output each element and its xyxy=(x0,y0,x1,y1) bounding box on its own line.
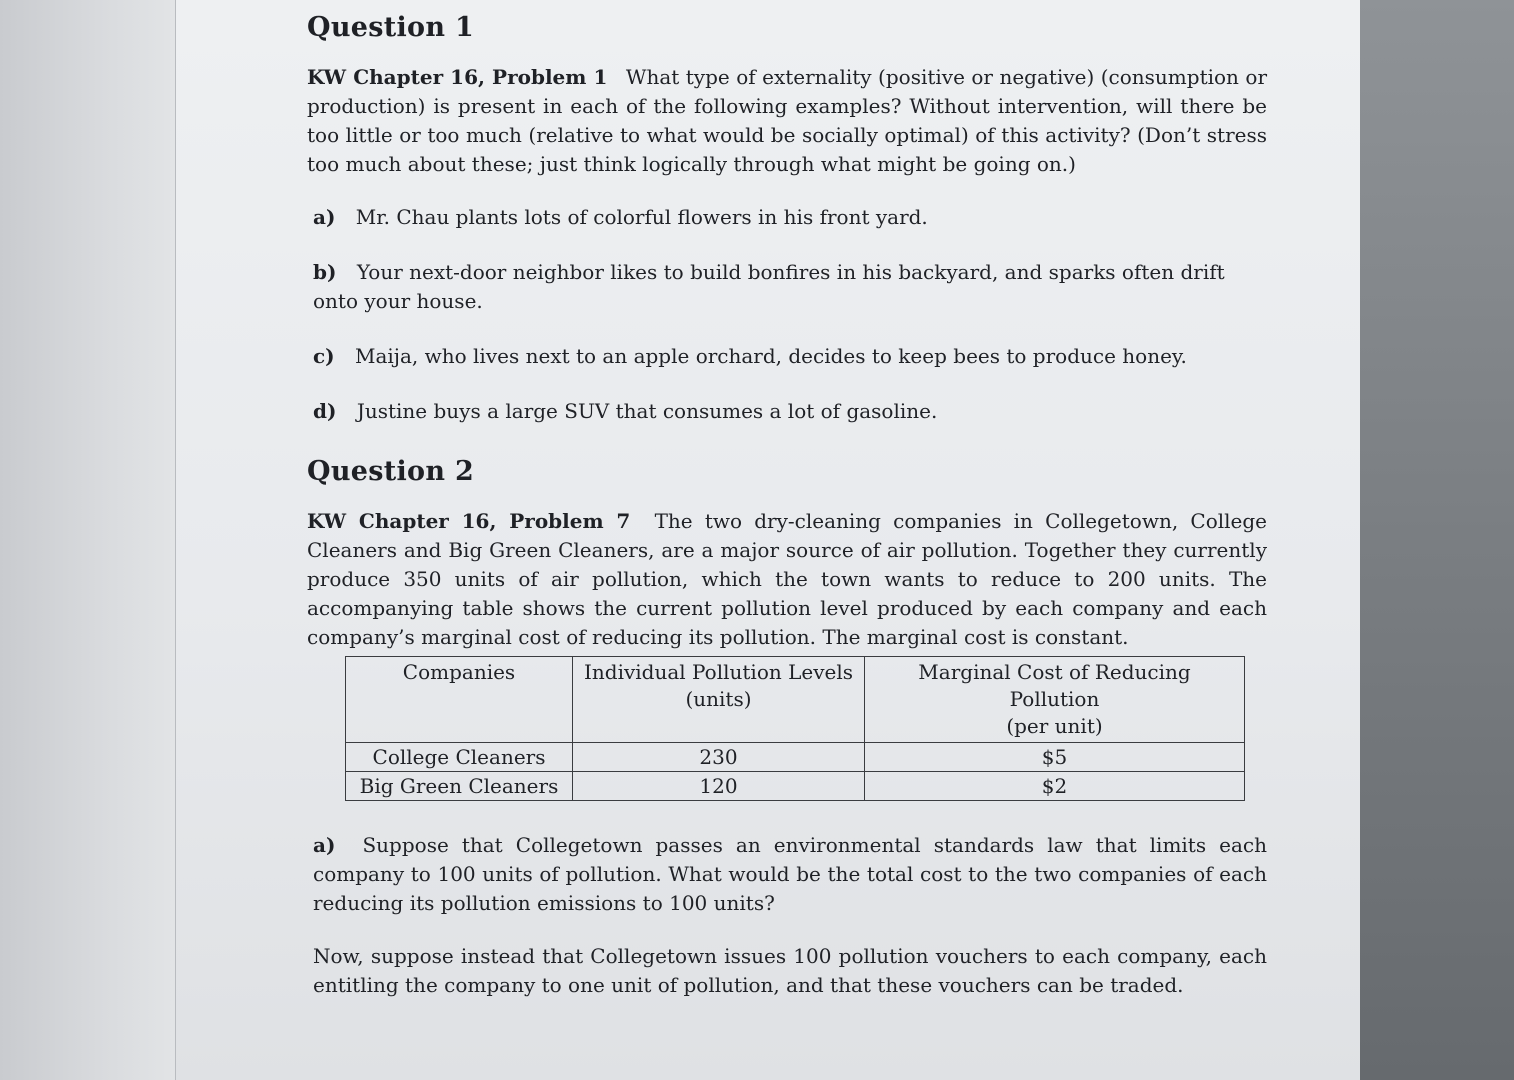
header-levels-line1: Individual Pollution Levels xyxy=(583,660,854,684)
pollution-table xyxy=(345,656,1245,801)
cell-level: 120 xyxy=(573,772,865,801)
table-row xyxy=(346,772,1245,801)
cell-level: 230 xyxy=(573,743,865,772)
header-cost-line2: (per unit) xyxy=(1006,714,1103,738)
header-marginal-cost xyxy=(865,657,1245,743)
cell-company: College Cleaners xyxy=(346,743,573,772)
cell-cost: $5 xyxy=(865,743,1245,772)
question-2 xyxy=(307,456,1267,1000)
item-letter: b) xyxy=(313,260,337,284)
question-2-intro-text: The two dry-cleaning companies in Collegetown, College Cleaners and Big Green Cleaners, are a major source of air pollution. Together they currently produce 350 units of air pollution, which the town wants to reduce to 200 units. The accompanying table shows the current pollution level produced by each company and each company’s marginal cost of reducing its pollution. The marginal cost is constant. xyxy=(307,509,1267,649)
question-2-part-a xyxy=(313,831,1267,918)
header-pollution-levels xyxy=(573,657,865,743)
question-1-item-a xyxy=(313,203,1267,232)
table-row xyxy=(346,743,1245,772)
question-2-intro xyxy=(307,507,1267,652)
screen-left-margin xyxy=(0,0,175,1080)
document-page xyxy=(175,0,1360,1080)
item-text: Maija, who lives next to an apple orchard, decides to keep bees to produce honey. xyxy=(355,344,1187,368)
item-letter: c) xyxy=(313,344,335,368)
question-1-heading: Question 1 xyxy=(307,12,475,43)
question-1-item-b xyxy=(313,258,1267,316)
cell-company: Big Green Cleaners xyxy=(346,772,573,801)
item-letter: a) xyxy=(313,205,336,229)
part-a-text: Suppose that Collegetown passes an environmental standards law that limits each company to 100 units of pollution. What would be the total cost to the two companies of each reducing its pollution emissions to 100 units? xyxy=(313,833,1267,915)
item-text: Justine buys a large SUV that consumes a lot of gasoline. xyxy=(356,399,938,423)
item-text: Mr. Chau plants lots of colorful flowers in his front yard. xyxy=(355,205,928,229)
header-levels-line2: (units) xyxy=(685,687,752,711)
item-text: Your next-door neighbor likes to build bonfires in his backyard, and sparks often drift onto your house. xyxy=(313,260,1225,313)
question-2-heading: Question 2 xyxy=(307,456,475,487)
question-1-intro xyxy=(307,63,1267,179)
question-2-problem-label: KW Chapter 16, Problem 7 xyxy=(307,509,631,533)
question-1-item-c xyxy=(313,342,1267,371)
question-1-problem-label: KW Chapter 16, Problem 1 xyxy=(307,65,608,89)
part-a-letter: a) xyxy=(313,833,336,857)
header-companies xyxy=(346,657,573,743)
question-1-item-d xyxy=(313,397,1267,426)
item-letter: d) xyxy=(313,399,337,423)
question-1-intro-text: What type of externality (positive or negative) (consumption or production) is present in each of the following examples? Without intervention, will there be too little or too much (relative to what would be socially optimal) of this activity? (Don’t stress too much about these; just think logically through what might be going on.) xyxy=(307,65,1268,176)
question-2-followup: Now, suppose instead that Collegetown issues 100 pollution vouchers to each company, each entitling the company to one unit of pollution, and that these vouchers can be traded. xyxy=(313,944,1267,997)
table-header-row xyxy=(346,657,1245,743)
question-1 xyxy=(307,12,1267,426)
screen-right-background xyxy=(1360,0,1514,1080)
header-companies-label: Companies xyxy=(402,660,516,684)
document-content xyxy=(307,12,1267,1024)
header-cost-line1: Marginal Cost of Reducing Pollution xyxy=(918,660,1191,711)
cell-cost: $2 xyxy=(865,772,1245,801)
